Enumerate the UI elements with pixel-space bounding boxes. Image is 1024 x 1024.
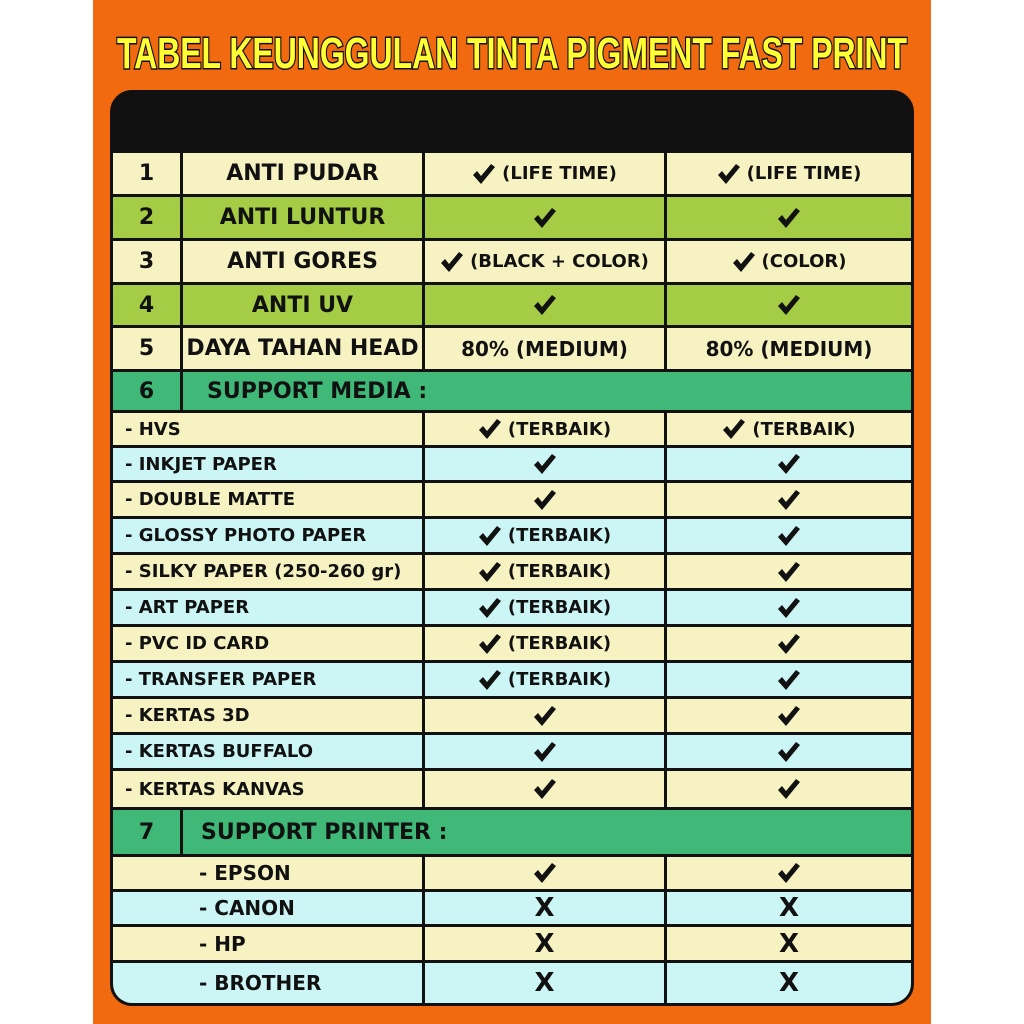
korea-value-text: 80% (MEDIUM) [705,336,873,361]
table-row [113,735,911,768]
header-no-label: NO [127,109,166,134]
china-value [425,735,664,768]
header-korea [667,93,911,150]
korea-value [667,197,911,238]
china-value [425,771,664,807]
row-number-text: 4 [138,292,155,318]
china-value [425,892,664,924]
checkmark-icon [533,453,557,475]
korea-value [667,241,911,282]
china-value-text: (TERBAIK) [507,418,612,440]
korea-value [667,328,911,369]
header-korea-line2: PAPER KOREA [711,120,867,145]
china-value [425,153,664,194]
korea-value [667,963,911,1003]
cross-icon: X [534,928,555,959]
printer-name [113,963,422,1003]
section-row-media [113,372,911,410]
china-value [425,555,664,588]
media-name-text: - INKJET PAPER [125,453,277,475]
korea-value [667,771,911,807]
printer-name [113,857,422,889]
media-name-text: - ART PAPER [125,597,250,618]
media-name-text: - DOUBLE MATTE [125,489,296,510]
checkmark-icon [777,453,801,475]
china-value [425,627,664,660]
printer-name-text: - HP [199,931,246,956]
section-label-text: SUPPORT PRINTER : [201,819,448,845]
checkmark-icon [777,741,801,763]
china-value [425,927,664,960]
checkmark-icon [777,207,801,229]
feature-name-text: DAYA TAHAN HEAD [186,336,419,361]
media-name-text: - SILKY PAPER (250-260 gr) [125,561,402,582]
header-china-line2: PAPER CHINA [469,120,620,145]
china-value [425,663,664,696]
checkmark-icon [722,418,746,440]
row-number-text: 1 [138,161,155,186]
korea-value [667,153,911,194]
feature-name-text: ANTI PUDAR [226,161,379,186]
feature-name [183,241,422,282]
table-row [113,483,911,516]
header-no [113,93,180,150]
media-name [113,771,422,807]
china-value [425,699,664,732]
printer-name-text: - CANON [199,896,295,920]
china-value [425,857,664,889]
section-number [113,372,180,410]
table-row [113,413,911,445]
table-row [113,663,911,696]
poster-background [93,0,931,1024]
row-number [113,328,180,369]
china-value-text: 80% (MEDIUM) [461,336,628,361]
checkmark-icon [777,705,801,727]
table-row [113,328,911,369]
china-value-text: (TERBAIK) [507,597,612,618]
table-row [113,627,911,660]
checkmark-icon [472,163,496,185]
table-row [113,591,911,624]
korea-value [667,927,911,960]
media-name-text: - KERTAS KANVAS [125,778,305,800]
checkmark-icon [777,561,801,583]
china-value [425,328,664,369]
china-value [425,241,664,282]
row-number [113,285,180,325]
media-name [113,519,422,552]
section-label-text: SUPPORT MEDIA : [207,378,428,404]
checkmark-icon [478,597,502,619]
checkmark-icon [478,669,502,691]
media-name-text: - KERTAS 3D [125,705,250,726]
cross-icon: X [778,928,800,959]
media-name [113,591,422,624]
china-value [425,483,664,516]
media-name [113,413,422,445]
checkmark-icon [533,741,557,763]
poster-title-text: TABEL KEUNGGULAN TINTA PIGMENT FAST PRINT [117,29,908,78]
checkmark-icon [717,163,741,185]
printer-name [113,892,422,924]
korea-value [667,892,911,924]
media-name-text: - GLOSSY PHOTO PAPER [125,525,367,546]
checkmark-icon [777,294,801,316]
korea-value [667,663,911,696]
section-label [183,372,911,410]
table-row [113,699,911,732]
table-row [113,857,911,889]
checkmark-icon [478,418,502,440]
media-name [113,699,422,732]
korea-value [667,627,911,660]
media-name [113,627,422,660]
china-value-text: (TERBAIK) [507,633,612,654]
row-number [113,197,180,238]
feature-name [183,153,422,194]
korea-value [667,448,911,480]
checkmark-icon [533,705,557,727]
media-name [113,483,422,516]
feature-name-text: ANTI UV [251,292,354,318]
header-china [425,93,664,150]
printer-name [113,927,422,960]
section-number-text: 7 [138,819,155,845]
table-header-row [113,93,911,150]
korea-value [667,699,911,732]
checkmark-icon [440,251,464,273]
china-value-text: (LIFE TIME) [502,163,617,184]
printer-name-text: - EPSON [199,861,291,885]
china-value [425,963,664,1003]
row-number [113,241,180,282]
checkmark-icon [478,561,502,583]
section-label [183,810,911,854]
row-number-text: 3 [138,249,155,274]
cross-icon: X [534,893,555,923]
checkmark-icon [777,669,801,691]
korea-value [667,519,911,552]
china-value-text: (TERBAIK) [507,525,612,546]
header-korea-line1: PIGMENT ART [712,98,866,123]
section-number [113,810,180,854]
checkmark-icon [732,251,756,273]
table-row [113,555,911,588]
table-row [113,963,911,1003]
media-name [113,735,422,768]
korea-value [667,555,911,588]
checkmark-icon [478,525,502,547]
korea-value-text: (LIFE TIME) [746,163,862,184]
china-value-text: (TERBAIK) [507,561,612,582]
poster-title [93,24,931,80]
checkmark-icon [533,862,557,884]
table-row [113,519,911,552]
cross-icon: X [534,968,555,998]
korea-value [667,483,911,516]
checkmark-icon [533,294,557,316]
cross-icon: X [778,968,800,998]
media-name [113,555,422,588]
table-row [113,241,911,282]
checkmark-icon [533,489,557,511]
section-number-text: 6 [138,378,155,404]
table-row [113,153,911,194]
feature-name-text: ANTI GORES [227,249,378,274]
header-feature-label: KEUNGGULAN [177,102,428,141]
checkmark-icon [777,489,801,511]
china-value [425,519,664,552]
section-row-printer [113,810,911,854]
feature-name [183,197,422,238]
comparison-table [110,90,914,1006]
china-value [425,413,664,445]
checkmark-icon [777,597,801,619]
checkmark-icon [777,525,801,547]
checkmark-icon [533,778,557,800]
checkmark-icon [478,633,502,655]
checkmark-icon [777,633,801,655]
printer-name-text: - BROTHER [199,971,322,995]
korea-value [667,591,911,624]
table-row [113,771,911,807]
korea-value [667,857,911,889]
korea-value [667,413,911,445]
header-china-line1: PIGMENT ART [467,98,622,123]
china-value [425,285,664,325]
media-name-text: - HVS [125,418,181,440]
checkmark-icon [777,862,801,884]
table-row [113,197,911,238]
header-feature [177,93,428,150]
korea-value-text: (COLOR) [761,251,847,272]
media-name [113,448,422,480]
china-value-text: (BLACK + COLOR) [470,251,649,272]
checkmark-icon [777,778,801,800]
media-name-text: - KERTAS BUFFALO [125,741,313,762]
row-number-text: 2 [138,205,155,230]
cross-icon: X [778,893,800,923]
row-number [113,153,180,194]
korea-value-text: (TERBAIK) [752,418,856,440]
media-name-text: - TRANSFER PAPER [125,669,317,690]
table-row [113,927,911,960]
feature-name [183,328,422,369]
row-number-text: 5 [138,336,155,361]
china-value-text: (TERBAIK) [507,669,612,690]
table-row [113,892,911,924]
media-name-text: - PVC ID CARD [125,633,270,654]
feature-name-text: ANTI LUNTUR [219,205,386,230]
table-row [113,448,911,480]
table-row [113,285,911,325]
china-value [425,591,664,624]
feature-name [183,285,422,325]
china-value [425,197,664,238]
checkmark-icon [533,207,557,229]
media-name [113,663,422,696]
korea-value [667,735,911,768]
china-value [425,448,664,480]
korea-value [667,285,911,325]
